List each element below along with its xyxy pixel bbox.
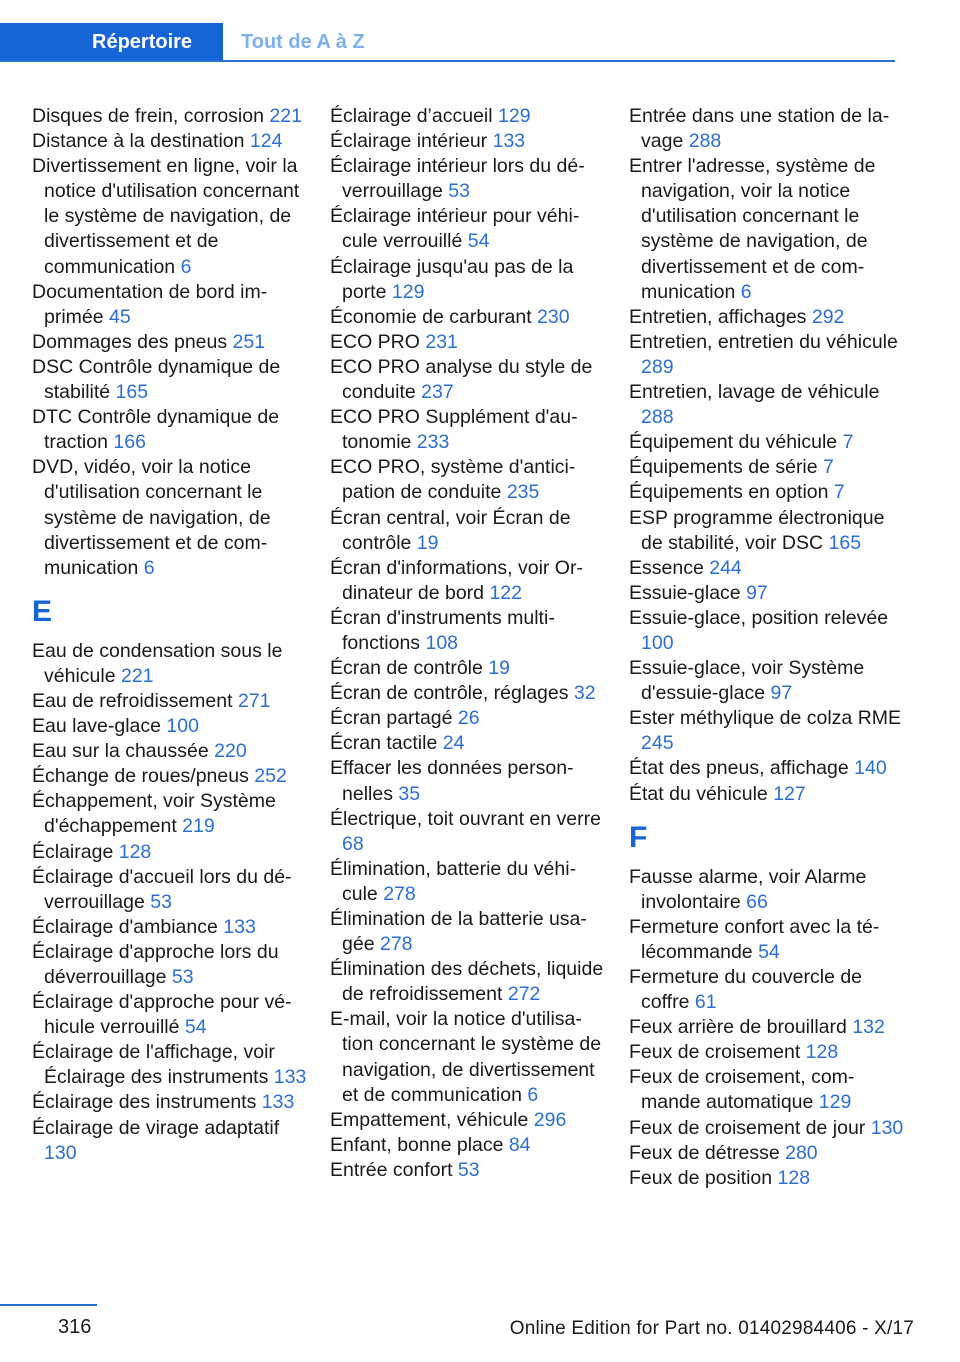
index-entry-text: ECO PRO, système d'anticipation de conduite [330,456,576,504]
index-entry [629,915,904,965]
index-entry-text: Échange de roues/pneus [32,765,249,788]
index-entry-page-link[interactable]: 133 [492,130,526,153]
index-entry-page-link[interactable]: 6 [740,280,752,303]
index-entry [330,606,605,656]
index-entry-page-link[interactable]: 35 [398,782,421,805]
index-entry [32,129,307,154]
index-entry [32,689,307,714]
index-entry-text: Éclairage d’accueil [330,105,493,127]
index-entry-page-link[interactable]: 130 [870,1116,904,1139]
index-entry [32,915,307,940]
index-entry-page-link[interactable]: 271 [237,689,271,712]
index-entry-page-link[interactable]: 133 [273,1066,307,1089]
index-entry-page-link[interactable]: 6 [527,1083,539,1106]
index-entry-page-link[interactable]: 140 [854,757,887,780]
index-entry [629,154,904,305]
index-entry [629,1015,904,1040]
index-entry-text: État des pneus, affichage [629,757,849,780]
index-entry-page-link[interactable]: 288 [688,130,722,153]
edition-footer: Online Edition for Part no. 01402984406 - X/17 [509,1318,914,1339]
index-entry-text: Éclairage intérieur [330,130,488,153]
index-entry-page-link[interactable]: 130 [44,1141,77,1164]
index-entry-text: Échappement, voir Système d'échappement [32,790,276,838]
index-entry-page-link[interactable]: 7 [823,456,834,479]
section-letter: E [32,594,53,628]
index-entry-page-link[interactable]: 45 [109,305,131,328]
index-entry-text: Entrer l'adresse, système de navigation, voir la notice d'utilisation concernant le système de navigation, de divertissement et de communication [629,155,876,303]
tab-a-to-z[interactable]: Tout de A à Z [241,31,365,53]
index-entry [629,865,904,915]
index-entry-text: Entretien, affichages [629,305,807,328]
index-entry [32,1116,307,1166]
index-entry-page-link[interactable]: 54 [758,940,780,963]
index-column-2 [330,104,605,1183]
section-letter: F [629,820,648,854]
index-entry-text: ECO PRO Supplément d'autonomie [330,406,578,454]
index-entry-text: Entrée dans une station de lavage [629,105,890,153]
index-entry-page-link[interactable]: 129 [818,1091,852,1114]
index-entry-text: Eau sur la chaussée [32,740,209,763]
index-entry-text: Fermeture confort avec la télécommande [629,915,880,963]
index-entry-text: Distance à la destination [32,130,245,153]
index-entry [32,280,307,330]
index-entry [32,764,307,789]
index-entry-text: Équipements de série [629,456,818,479]
index-entry-text: Entretien, lavage de véhicule [629,381,880,404]
index-entry-text: Éclairage d'accueil lors du déverrouillage [32,865,292,913]
index-entry-text: Fermeture du couvercle de coffre [629,966,863,1014]
page-number: 316 [58,1316,92,1338]
index-entry-text: Éclairage intérieur pour véhicule verrouillé [330,205,580,253]
index-entry [32,714,307,739]
index-entry-text: Essuie-glace, voir Système d'essuie-glace [629,657,865,705]
index-entry-page-link[interactable]: 128 [805,1041,839,1064]
index-entry [330,506,605,556]
index-entry-page-link[interactable]: 132 [852,1016,885,1039]
index-entry-text: Écran tactile [330,732,438,755]
index-entry-page-link[interactable]: 128 [118,840,152,863]
index-entry-page-link[interactable]: 278 [383,882,416,905]
index-entry-text: Feux de croisement de jour [629,1116,866,1139]
index-entry [330,907,605,957]
index-entry-page-link[interactable]: 61 [694,991,717,1014]
index-entry [629,430,904,455]
index-entry-text: Entretien, entretien du véhicule [629,330,898,353]
index-entry-text: Éclairage de l'affichage, voir Éclairage des instruments [32,1041,275,1089]
index-entry [330,1108,605,1133]
index-entry-text: Équipements en option [629,481,829,504]
index-entry [629,480,904,505]
index-entry-page-link[interactable]: 233 [416,431,450,454]
index-entry-text: Dommages des pneus [32,330,228,353]
index-entry-page-link[interactable]: 26 [457,707,480,730]
index-entry-page-link[interactable]: 6 [180,255,192,278]
index-entry [32,865,307,915]
index-entry-text: Ester méthylique de colza RME [629,707,902,730]
index-entry-page-link[interactable]: 66 [746,890,768,913]
index-entry [32,1090,307,1115]
index-entry-text: Divertissement en ligne, voir la notice d'utilisation concernant le système de navigation, de divertissement et de communication [32,155,300,278]
index-entry-page-link[interactable]: 24 [442,732,465,755]
index-entry [629,1141,904,1166]
index-entry-page-link[interactable]: 165 [115,381,149,404]
index-entry [32,739,307,764]
index-entry [330,255,605,305]
index-entry-text: Écran d'informations, voir Ordinateur de bord [330,556,583,604]
index-entry-page-link[interactable]: 54 [467,230,490,253]
index-entry-page-link[interactable]: 244 [709,556,742,579]
index-entry-text: Élimination, batterie du véhicule [330,857,577,905]
index-entry [629,756,904,781]
index-entry-page-link[interactable]: 252 [254,765,287,788]
index-entry-page-link[interactable]: 280 [785,1141,818,1164]
index-entry-text: Éclairage d'approche lors du déverrouillage [32,940,279,988]
index-entry-text: Élimination des déchets, liquide de refroidissement [330,958,604,1006]
index-entry-text: Eau de refroidissement [32,689,233,712]
index-entry [32,455,307,580]
index-column-3 [629,104,904,1191]
index-entry [330,1158,605,1183]
index-entry-page-link[interactable]: 278 [379,933,413,956]
index-entry-page-link[interactable]: 7 [842,431,854,454]
index-entry-page-link[interactable]: 221 [269,105,302,127]
index-entry-text: DTC Contrôle dynamique de traction [32,406,280,454]
index-entry-text: Eau de condensation sous le véhicule [32,639,283,687]
index-entry-text: État du véhicule [629,782,768,805]
index-entry-page-link[interactable]: 53 [448,180,470,203]
index-entry-text: Feux de croisement [629,1041,801,1064]
index-entry-page-link[interactable]: 100 [166,715,199,738]
index-entry-text: Enfant, bonne place [330,1133,504,1156]
index-entry-page-link[interactable]: 231 [425,330,458,353]
index-entry [629,330,904,380]
index-entry-page-link[interactable]: 6 [143,556,155,579]
index-entry [330,455,605,505]
index-entry-page-link[interactable]: 100 [641,631,674,654]
index-entry [629,556,904,581]
index-entry-text: Feux de détresse [629,1141,780,1164]
header-bar [0,0,895,62]
index-entry-page-link[interactable]: 245 [641,732,674,755]
index-entry [330,706,605,731]
index-entry-page-link[interactable]: 292 [811,305,845,328]
index-entry [32,840,307,865]
index-entry [629,965,904,1015]
index-entry-text: DSC Contrôle dynamique de stabilité [32,355,281,404]
index-entry-text: Essence [629,556,704,579]
index-entry-page-link[interactable]: 128 [777,1166,811,1189]
index-entry [629,380,904,430]
index-entry-text: Écran d'instruments multifonctions [330,606,555,654]
index-entry-page-link[interactable]: 7 [833,481,845,504]
index-entry-page-link[interactable]: 296 [533,1108,567,1131]
index-entry [330,681,605,706]
index-entry-text: Essuie-glace, position relevée [629,606,889,629]
index-entry-text: Effacer les données personnelles [330,757,574,805]
index-entry [629,455,904,480]
index-entry-page-link[interactable]: 127 [773,782,806,805]
tab-repertoire[interactable]: Répertoire [0,23,223,62]
index-entry [330,1133,605,1158]
index-entry [32,789,307,839]
index-column-1 [32,104,307,1166]
index-entry-page-link[interactable]: 235 [506,481,540,504]
index-entry-page-link[interactable]: 19 [416,531,439,554]
index-entry-text: Élimination de la batterie usagée [330,908,587,956]
index-entry-text: Éclairage [32,840,114,863]
index-entry [629,782,904,807]
index-entry [32,639,307,689]
index-entry-text: Documentation de bord imprimée [32,280,268,328]
index-entry-page-link[interactable]: 97 [746,581,768,604]
index-entry [629,1065,904,1115]
index-entry-text: ECO PRO [330,330,420,353]
index-entry-page-link[interactable]: 220 [214,740,247,763]
index-entry [330,807,605,857]
index-entry-page-link[interactable]: 53 [457,1158,480,1181]
header-divider [0,60,895,62]
index-entry [629,606,904,656]
index-entry-page-link[interactable]: 166 [113,431,146,454]
index-entry-page-link[interactable]: 272 [507,983,541,1006]
index-entry [629,305,904,330]
index-entry [32,1040,307,1090]
index-entry-text: Électrique, toit ouvrant en verre [330,807,601,830]
index-entry-page-link[interactable]: 221 [120,664,154,687]
index-entry-text: ESP programme électronique de stabilité, voir DSC [629,506,885,554]
index-entry-page-link[interactable]: 32 [573,682,596,705]
index-entry-text: Équipement du véhicule [629,431,838,454]
index-entry [330,731,605,756]
index-entry [32,405,307,455]
index-entry-page-link[interactable]: 97 [770,682,793,705]
index-entry-page-link[interactable]: 133 [223,915,256,938]
index-entry-text: E-mail, voir la notice d'utilisation concernant le système de navigation, de divertissement et de communication [330,1008,602,1106]
index-entry-page-link[interactable]: 129 [498,105,531,127]
index-entry-text: Écran central, voir Écran de contrôle [330,506,571,554]
index-entry [629,1040,904,1065]
index-entry [629,656,904,706]
index-entry-page-link[interactable]: 84 [508,1133,531,1156]
index-entry-page-link[interactable]: 108 [425,631,459,654]
index-entry [629,706,904,756]
index-entry-text: Essuie-glace [629,581,741,604]
index-entry-page-link[interactable]: 68 [342,832,364,855]
index-entry [330,330,605,355]
index-entry [629,506,904,556]
index-entry [330,129,605,154]
index-entry-text: Écran de contrôle [330,657,483,680]
index-entry-text: Fausse alarme, voir Alarme involontaire [629,865,867,913]
index-entry [330,355,605,405]
index-entry-text: Éclairage d'ambiance [32,915,218,938]
index-entry-page-link[interactable]: 53 [171,966,194,988]
index-entry [32,104,307,129]
index-entry [629,581,904,606]
index-entry [330,154,605,204]
index-entry-page-link[interactable]: 251 [232,330,266,353]
index-entry-page-link[interactable]: 165 [828,531,862,554]
index-entry-text: Éclairage d'approche pour véhicule verrouillé [32,991,292,1039]
index-entry [629,1166,904,1191]
page-number-rule [0,1304,97,1306]
index-entry-text: Économie de carburant [330,305,532,328]
index-entry [330,405,605,455]
index-entry-text: ECO PRO analyse du style de conduite [330,355,593,404]
index-entry-page-link[interactable]: 289 [641,355,674,378]
index-entry [32,154,307,279]
index-entry [32,940,307,990]
index-entry-page-link[interactable]: 124 [249,130,283,153]
index-entry-text: Empattement, véhicule [330,1108,529,1131]
index-entry [629,1116,904,1141]
index-entry-page-link[interactable]: 230 [537,305,570,328]
index-entry-page-link[interactable]: 133 [261,1091,295,1114]
index-entry [330,656,605,681]
index-entry-text: Écran de contrôle, réglages [330,682,569,705]
index-entry-text: Feux arrière de brouillard [629,1016,847,1039]
index-entry [330,857,605,907]
index-entry [32,330,307,355]
index-entry-text: Éclairage des instruments [32,1091,257,1114]
index-entry [629,104,904,154]
index-entry [32,355,307,405]
index-entry [330,305,605,330]
index-entry [330,204,605,254]
index-entry [330,556,605,606]
index-entry-text: Feux de position [629,1166,773,1189]
index-entry-text: Écran partagé [330,707,453,730]
index-entry-text: Éclairage intérieur lors du déverrouillage [330,155,585,203]
index-entry [32,990,307,1040]
index-entry-page-link[interactable]: 54 [184,1016,207,1039]
index-entry-text: Entrée confort [330,1158,453,1181]
index-entry-page-link[interactable]: 129 [391,280,425,303]
index-entry [330,104,605,129]
index-entry-text: DVD, vidéo, voir la notice d'utilisation concernant le système de navigation, de divertissement et de communication [32,456,271,579]
index-entry-page-link[interactable]: 19 [488,657,510,680]
index-entry-text: Éclairage de virage adaptatif [32,1116,280,1139]
index-entry [330,756,605,806]
index-entry-page-link[interactable]: 53 [150,890,172,913]
index-entry-page-link[interactable]: 288 [641,406,674,429]
index-entry-page-link[interactable]: 122 [489,581,522,604]
index-entry [330,957,605,1007]
index-entry [330,1007,605,1107]
index-entry-page-link[interactable]: 219 [182,815,215,838]
index-entry-text: Feux de croisement, commande automatique [629,1066,855,1114]
index-entry-text: Eau lave-glace [32,715,161,738]
index-entry-text: Disques de frein, corrosion [32,105,264,127]
index-entry-page-link[interactable]: 237 [421,381,454,404]
index-entry-text: Éclairage jusqu'au pas de la porte [330,255,574,303]
